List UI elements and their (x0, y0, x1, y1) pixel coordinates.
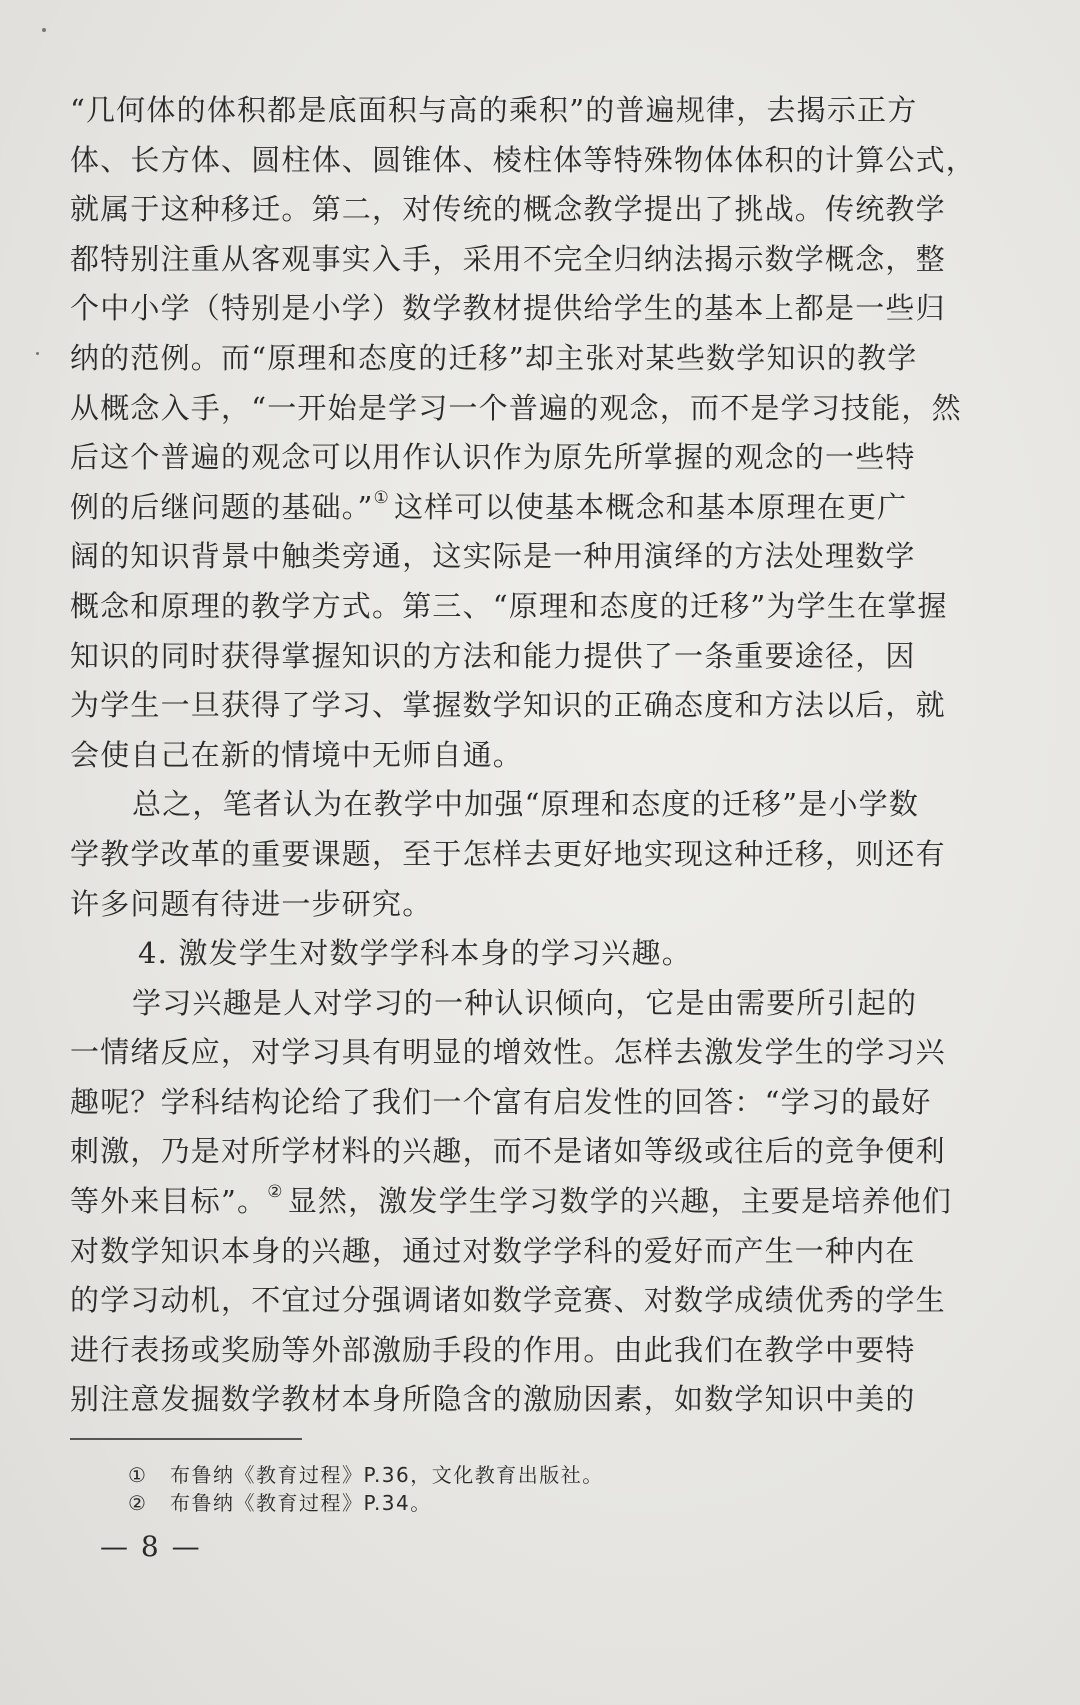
text-line: 刺激，乃是对所学材料的兴趣，而不是诸如等级或往后的竞争便利 (70, 1134, 946, 1169)
text-line: 会使自己在新的情境中无师自通。 (70, 737, 524, 772)
text-line: 对数学知识本身的兴趣，通过对数学学科的爱好而产生一种内在 (70, 1233, 916, 1268)
footnote-number: ② (128, 1491, 148, 1515)
text-segment: 等外来目标”。 (70, 1184, 268, 1219)
footnotes (128, 1461, 928, 1517)
footnote-text: 布鲁纳《教育过程》P.36，文化教育出版社。 (170, 1463, 604, 1487)
text-segment: 这样可以使基本概念和基本原理在更广 (393, 489, 908, 524)
text-line: 后这个普遍的观念可以用作认识作为原先所掌握的观念的一些特 (70, 440, 916, 475)
text-line: 个中小学（特别是小学）数学教材提供给学生的基本上都是一些归 (70, 291, 946, 326)
text-line: 学习兴趣是人对学习的一种认识倾向，它是由需要所引起的 (132, 985, 918, 1020)
text-line: 阔的知识背景中触类旁通，这实际是一种用演绎的方法处理数学 (70, 539, 916, 574)
text-line: 都特别注重从客观事实入手，采用不完全归纳法揭示数学概念，整 (70, 241, 946, 276)
text-line: “几何体的体积都是底面积与高的乘积”的普遍规律，去揭示正方 (70, 93, 918, 127)
text-line: 知识的同时获得掌握知识的方法和能力提供了一条重要途径，因 (70, 638, 916, 673)
text-line: 趣呢？学科结构论给了我们一个富有启发性的回答：“学习的最好 (70, 1084, 932, 1119)
print-speck (42, 28, 46, 32)
footnote-number: ① (128, 1463, 148, 1487)
text-line: 纳的范例。而“原理和态度的迁移”却主张对某些数学知识的教学 (70, 340, 918, 375)
text-line: 许多问题有待进一步研究。 (70, 886, 433, 921)
page-number: — 8 — (100, 1530, 202, 1563)
footnote-marker: ① (373, 488, 390, 509)
text-segment: 例的后继问题的基础。” (70, 489, 374, 524)
text-segment: 显然，激发学生学习数学的兴趣，主要是培养他们 (287, 1184, 953, 1219)
footnote-item (128, 1489, 928, 1517)
text-line: 进行表扬或奖励等外部激励手段的作用。由此我们在教学中要特 (70, 1332, 916, 1367)
text-line (70, 1177, 1000, 1227)
text-line: 从概念入手，“一开始是学习一个普遍的观念，而不是学习技能，然 (70, 390, 962, 425)
section-heading: 4. 激发学生对数学学科本身的学习兴趣。 (138, 936, 692, 971)
footnote-item (128, 1461, 928, 1489)
print-speck (36, 352, 39, 355)
text-line: 一情绪反应，对学习具有明显的增效性。怎样去激发学生的学习兴 (70, 1035, 946, 1070)
text-line: 就属于这种移迁。第二，对传统的概念教学提出了挑战。传统教学 (70, 192, 946, 227)
body-text (70, 86, 1000, 1425)
text-line: 为学生一旦获得了学习、掌握数学知识的正确态度和方法以后，就 (70, 688, 946, 723)
text-line: 概念和原理的教学方式。第三、“原理和态度的迁移”为学生在掌握 (70, 588, 948, 623)
text-line: 别注意发掘数学教材本身所隐含的激励因素，如数学知识中美的 (70, 1382, 916, 1417)
footnote-text: 布鲁纳《教育过程》P.34。 (170, 1491, 432, 1515)
text-line: 总之，笔者认为在教学中加强“原理和态度的迁移”是小学数 (132, 787, 920, 822)
text-line: 的学习动机，不宜过分强调诸如数学竞赛、对数学成绩优秀的学生 (70, 1283, 946, 1318)
text-line: 学教学改革的重要课题，至于怎样去更好地实现这种迁移，则还有 (70, 836, 946, 871)
text-line (70, 483, 1000, 533)
text-line: 体、长方体、圆柱体、圆锥体、棱柱体等特殊物体体积的计算公式， (70, 142, 977, 177)
footnote-marker: ② (267, 1182, 284, 1203)
footnote-rule (70, 1438, 302, 1440)
